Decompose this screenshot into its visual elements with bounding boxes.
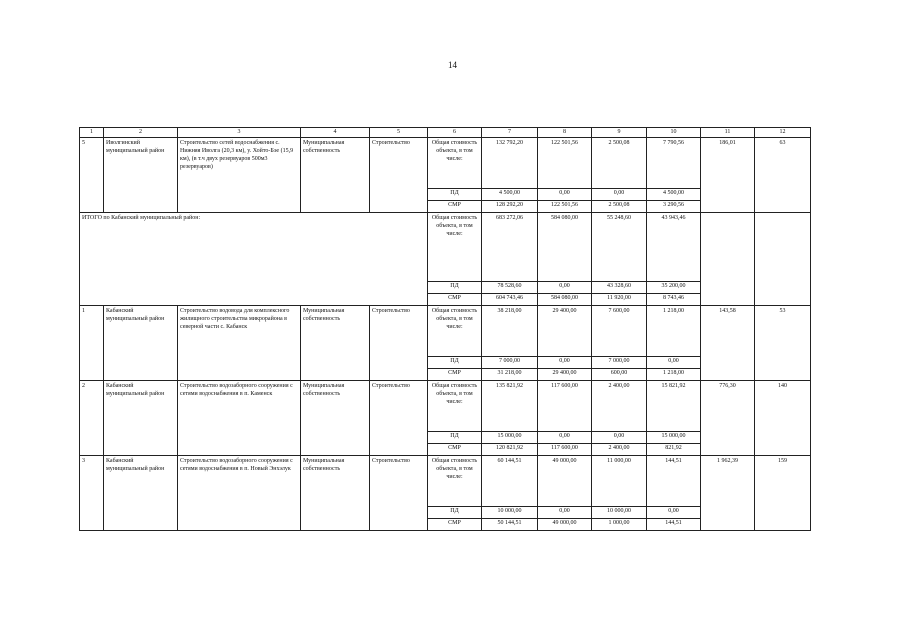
cost-label-cell: Общая стоимость объекта, в том числе:	[428, 213, 482, 282]
project-name-cell: Строительство водозаборного сооружения с сетями водоснабжения в п. Новый Энхэлук	[178, 456, 301, 531]
smr-cost-cell: 117 600,00	[538, 444, 592, 456]
table-row	[80, 138, 811, 189]
pd-cost-cell: 0,00	[538, 282, 592, 294]
district-cell: Иволгинский муниципальный район	[104, 138, 178, 213]
smr-label-cell: СМР	[428, 294, 482, 306]
column-number-cell: 10	[647, 128, 701, 138]
smr-label-cell: СМР	[428, 201, 482, 213]
column-number-cell: 9	[592, 128, 647, 138]
column-number-cell: 12	[755, 128, 811, 138]
total-cost-cell: 29 400,00	[538, 306, 592, 357]
total-cost-cell: 2 500,08	[592, 138, 647, 189]
smr-label-cell: СМР	[428, 519, 482, 531]
smr-cost-cell: 821,92	[647, 444, 701, 456]
smr-cost-cell: 49 000,00	[538, 519, 592, 531]
smr-cost-cell: 1 000,00	[592, 519, 647, 531]
smr-cost-cell: 600,00	[592, 369, 647, 381]
investment-table	[79, 127, 811, 531]
row-number-cell: 3	[80, 456, 104, 531]
col12-cell: 63	[755, 138, 811, 213]
pd-cost-cell: 0,00	[538, 432, 592, 444]
empty-cell	[755, 213, 811, 306]
table-row	[80, 306, 811, 357]
district-cell: Кабанский муниципальный район	[104, 306, 178, 381]
smr-cost-cell: 50 144,51	[482, 519, 538, 531]
cost-label-cell: Общая стоимость объекта, в том числе:	[428, 381, 482, 432]
total-cost-cell: 55 248,60	[592, 213, 647, 282]
col11-cell: 143,58	[701, 306, 755, 381]
total-cost-cell: 135 821,92	[482, 381, 538, 432]
work-type-cell: Строительство	[370, 306, 428, 381]
row-number-cell: 2	[80, 381, 104, 456]
pd-cost-cell: 10 000,00	[482, 507, 538, 519]
ownership-cell: Муниципальная собственность	[301, 456, 370, 531]
district-cell: Кабанский муниципальный район	[104, 381, 178, 456]
column-number-cell: 11	[701, 128, 755, 138]
total-cost-cell: 43 943,46	[647, 213, 701, 282]
total-cost-cell: 2 400,00	[592, 381, 647, 432]
column-number-cell: 1	[80, 128, 104, 138]
smr-cost-cell: 122 501,56	[538, 201, 592, 213]
pd-cost-cell: 0,00	[592, 189, 647, 201]
work-type-cell: Строительство	[370, 456, 428, 531]
page-number: 14	[448, 60, 457, 70]
col11-cell: 186,01	[701, 138, 755, 213]
pd-label-cell: ПД	[428, 357, 482, 369]
project-name-cell: Строительство сетей водоснабжения с. Нижняя Иволга (20,3 км), у. Хойто-Бэе (15,9 км), (в т.ч двух резервуаров 500м3 резервуаров)	[178, 138, 301, 213]
col11-cell: 776,30	[701, 381, 755, 456]
total-cost-cell: 584 080,00	[538, 213, 592, 282]
smr-cost-cell: 604 743,46	[482, 294, 538, 306]
pd-label-cell: ПД	[428, 507, 482, 519]
total-label-cell: ИТОГО по Кабанский муниципальный район:	[80, 213, 428, 306]
total-cost-cell: 11 000,00	[592, 456, 647, 507]
project-name-cell: Строительство водовода для комплексного жилищного строительства микрорайона в северной части с. Кабанск	[178, 306, 301, 381]
table-row	[80, 381, 811, 432]
pd-label-cell: ПД	[428, 189, 482, 201]
pd-cost-cell: 0,00	[647, 507, 701, 519]
pd-cost-cell: 0,00	[592, 432, 647, 444]
table-row	[80, 456, 811, 507]
work-type-cell: Строительство	[370, 138, 428, 213]
row-number-cell: 1	[80, 306, 104, 381]
total-cost-cell: 117 600,00	[538, 381, 592, 432]
pd-cost-cell: 7 000,00	[592, 357, 647, 369]
cost-label-cell: Общая стоимость объекта, в том числе:	[428, 306, 482, 357]
pd-cost-cell: 0,00	[538, 507, 592, 519]
total-cost-cell: 1 218,00	[647, 306, 701, 357]
table-body	[80, 128, 811, 531]
column-number-row	[80, 128, 811, 138]
smr-label-cell: СМР	[428, 444, 482, 456]
work-type-cell: Строительство	[370, 381, 428, 456]
pd-cost-cell: 4 500,00	[647, 189, 701, 201]
smr-cost-cell: 11 920,00	[592, 294, 647, 306]
pd-label-cell: ПД	[428, 282, 482, 294]
total-cost-cell: 7 600,00	[592, 306, 647, 357]
column-number-cell: 2	[104, 128, 178, 138]
smr-cost-cell: 128 292,20	[482, 201, 538, 213]
smr-label-cell: СМР	[428, 369, 482, 381]
cost-label-cell: Общая стоимость объекта, в том числе:	[428, 138, 482, 189]
total-cost-cell: 132 792,20	[482, 138, 538, 189]
pd-cost-cell: 0,00	[647, 357, 701, 369]
pd-cost-cell: 15 000,00	[647, 432, 701, 444]
empty-cell	[701, 213, 755, 306]
column-number-cell: 4	[301, 128, 370, 138]
total-row	[80, 213, 811, 282]
smr-cost-cell: 2 500,08	[592, 201, 647, 213]
smr-cost-cell: 29 400,00	[538, 369, 592, 381]
column-number-cell: 3	[178, 128, 301, 138]
column-number-cell: 6	[428, 128, 482, 138]
total-cost-cell: 7 790,56	[647, 138, 701, 189]
smr-cost-cell: 144,51	[647, 519, 701, 531]
smr-cost-cell: 2 400,00	[592, 444, 647, 456]
pd-cost-cell: 35 200,00	[647, 282, 701, 294]
pd-cost-cell: 43 328,60	[592, 282, 647, 294]
smr-cost-cell: 584 080,00	[538, 294, 592, 306]
pd-label-cell: ПД	[428, 432, 482, 444]
project-name-cell: Строительство водозаборного сооружения с сетями водоснабжения в п. Каменск	[178, 381, 301, 456]
pd-cost-cell: 0,00	[538, 189, 592, 201]
total-cost-cell: 38 218,00	[482, 306, 538, 357]
smr-cost-cell: 1 218,00	[647, 369, 701, 381]
column-number-cell: 7	[482, 128, 538, 138]
pd-cost-cell: 7 000,00	[482, 357, 538, 369]
total-cost-cell: 49 000,00	[538, 456, 592, 507]
ownership-cell: Муниципальная собственность	[301, 381, 370, 456]
ownership-cell: Муниципальная собственность	[301, 138, 370, 213]
smr-cost-cell: 8 743,46	[647, 294, 701, 306]
total-cost-cell: 122 501,56	[538, 138, 592, 189]
pd-cost-cell: 15 000,00	[482, 432, 538, 444]
row-number-cell: 5	[80, 138, 104, 213]
district-cell: Кабанский муниципальный район	[104, 456, 178, 531]
column-number-cell: 8	[538, 128, 592, 138]
smr-cost-cell: 120 821,92	[482, 444, 538, 456]
smr-cost-cell: 3 290,56	[647, 201, 701, 213]
total-cost-cell: 683 272,06	[482, 213, 538, 282]
pd-cost-cell: 0,00	[538, 357, 592, 369]
column-number-cell: 5	[370, 128, 428, 138]
smr-cost-cell: 31 218,00	[482, 369, 538, 381]
pd-cost-cell: 4 500,00	[482, 189, 538, 201]
total-cost-cell: 60 144,51	[482, 456, 538, 507]
cost-label-cell: Общая стоимость объекта, в том числе:	[428, 456, 482, 507]
col12-cell: 53	[755, 306, 811, 381]
pd-cost-cell: 10 000,00	[592, 507, 647, 519]
col12-cell: 159	[755, 456, 811, 531]
col11-cell: 1 962,39	[701, 456, 755, 531]
col12-cell: 140	[755, 381, 811, 456]
total-cost-cell: 15 821,92	[647, 381, 701, 432]
total-cost-cell: 144,51	[647, 456, 701, 507]
ownership-cell: Муниципальная собственность	[301, 306, 370, 381]
pd-cost-cell: 78 528,60	[482, 282, 538, 294]
